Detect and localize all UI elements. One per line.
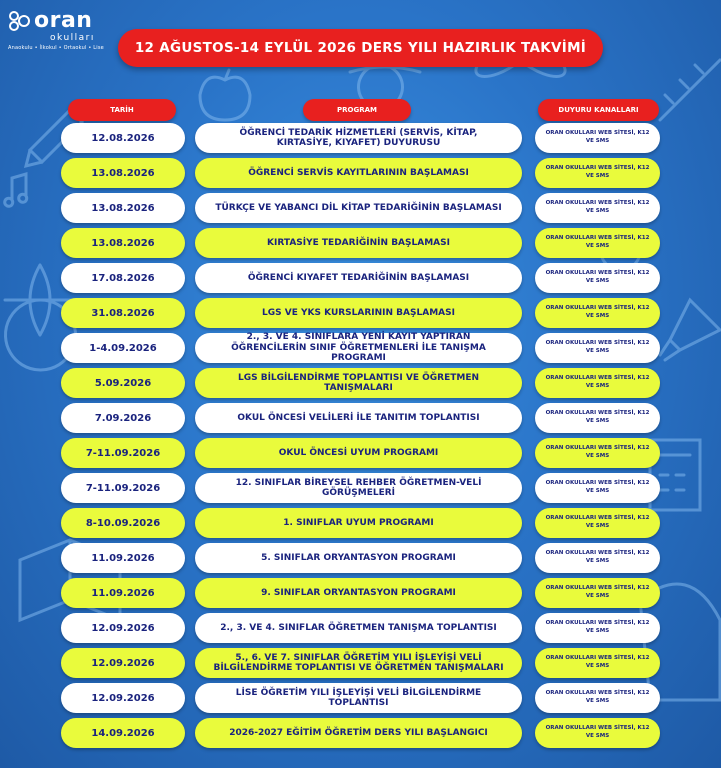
schedule-row bbox=[0, 718, 721, 748]
schedule-row bbox=[0, 228, 721, 258]
row-program: OKUL ÖNCESİ VELİLERİ İLE TANITIM TOPLANTISI bbox=[195, 403, 522, 433]
row-channels: ORAN OKULLARI WEB SİTESİ, K12 VE SMS bbox=[535, 333, 660, 363]
row-channels: ORAN OKULLARI WEB SİTESİ, K12 VE SMS bbox=[535, 543, 660, 573]
row-channels: ORAN OKULLARI WEB SİTESİ, K12 VE SMS bbox=[535, 683, 660, 713]
schedule-row bbox=[0, 123, 721, 153]
header-date: TARİH bbox=[68, 99, 176, 121]
schedule-row bbox=[0, 298, 721, 328]
row-channels: ORAN OKULLARI WEB SİTESİ, K12 VE SMS bbox=[535, 158, 660, 188]
schedule-row bbox=[0, 578, 721, 608]
oran-logo bbox=[8, 8, 118, 50]
row-program: 1. SINIFLAR UYUM PROGRAMI bbox=[195, 508, 522, 538]
row-date: 7-11.09.2026 bbox=[61, 473, 185, 503]
logo-subtitle: okulları bbox=[50, 33, 95, 43]
schedule-row bbox=[0, 333, 721, 363]
row-channels: ORAN OKULLARI WEB SİTESİ, K12 VE SMS bbox=[535, 228, 660, 258]
page-title: 12 AĞUSTOS-14 EYLÜL 2026 DERS YILI HAZIRLIK TAKVİMİ bbox=[118, 29, 603, 67]
row-program: 5., 6. VE 7. SINIFLAR ÖĞRETİM YILI İŞLEYİŞİ VELİ BİLGİLENDİRME TOPLANTISI VE ÖĞRETMEN TANIŞMALARI bbox=[195, 648, 522, 678]
row-channels: ORAN OKULLARI WEB SİTESİ, K12 VE SMS bbox=[535, 613, 660, 643]
logo-mark-icon bbox=[8, 10, 30, 32]
schedule-row bbox=[0, 158, 721, 188]
row-date: 12.09.2026 bbox=[61, 648, 185, 678]
row-program: OKUL ÖNCESİ UYUM PROGRAMI bbox=[195, 438, 522, 468]
row-channels: ORAN OKULLARI WEB SİTESİ, K12 VE SMS bbox=[535, 578, 660, 608]
row-channels: ORAN OKULLARI WEB SİTESİ, K12 VE SMS bbox=[535, 718, 660, 748]
apple-doodle bbox=[200, 70, 250, 120]
row-program: LİSE ÖĞRETİM YILI İŞLEYİŞİ VELİ BİLGİLENDİRME TOPLANTISI bbox=[195, 683, 522, 713]
header-channels: DUYURU KANALLARI bbox=[538, 99, 659, 121]
schedule-row bbox=[0, 438, 721, 468]
row-date: 5.09.2026 bbox=[61, 368, 185, 398]
row-channels: ORAN OKULLARI WEB SİTESİ, K12 VE SMS bbox=[535, 368, 660, 398]
row-date: 11.09.2026 bbox=[61, 543, 185, 573]
row-date: 17.08.2026 bbox=[61, 263, 185, 293]
row-channels: ORAN OKULLARI WEB SİTESİ, K12 VE SMS bbox=[535, 298, 660, 328]
row-channels: ORAN OKULLARI WEB SİTESİ, K12 VE SMS bbox=[535, 263, 660, 293]
row-date: 8-10.09.2026 bbox=[61, 508, 185, 538]
schedule-row bbox=[0, 648, 721, 678]
row-date: 11.09.2026 bbox=[61, 578, 185, 608]
schedule-row bbox=[0, 613, 721, 643]
row-channels: ORAN OKULLARI WEB SİTESİ, K12 VE SMS bbox=[535, 193, 660, 223]
ruler-doodle bbox=[660, 60, 720, 120]
row-date: 7.09.2026 bbox=[61, 403, 185, 433]
row-channels: ORAN OKULLARI WEB SİTESİ, K12 VE SMS bbox=[535, 648, 660, 678]
row-date: 31.08.2026 bbox=[61, 298, 185, 328]
row-channels: ORAN OKULLARI WEB SİTESİ, K12 VE SMS bbox=[535, 403, 660, 433]
row-date: 12.08.2026 bbox=[61, 123, 185, 153]
row-channels: ORAN OKULLARI WEB SİTESİ, K12 VE SMS bbox=[535, 473, 660, 503]
schedule-row bbox=[0, 368, 721, 398]
row-program: LGS BİLGİLENDİRME TOPLANTISI VE ÖĞRETMEN TANIŞMALARI bbox=[195, 368, 522, 398]
logo-brand: oran bbox=[34, 8, 93, 33]
row-program: LGS VE YKS KURSLARININ BAŞLAMASI bbox=[195, 298, 522, 328]
row-program: 12. SINIFLAR BİREYSEL REHBER ÖĞRETMEN-VELİ GÖRÜŞMELERİ bbox=[195, 473, 522, 503]
schedule-row bbox=[0, 193, 721, 223]
row-date: 12.09.2026 bbox=[61, 613, 185, 643]
schedule-row bbox=[0, 683, 721, 713]
row-program: 2., 3. VE 4. SINIFLAR ÖĞRETMEN TANIŞMA TOPLANTISI bbox=[195, 613, 522, 643]
row-date: 13.08.2026 bbox=[61, 193, 185, 223]
row-date: 13.08.2026 bbox=[61, 158, 185, 188]
row-program: TÜRKÇE VE YABANCI DİL KİTAP TEDARİĞİNİN BAŞLAMASI bbox=[195, 193, 522, 223]
row-channels: ORAN OKULLARI WEB SİTESİ, K12 VE SMS bbox=[535, 123, 660, 153]
row-program: ÖĞRENCİ TEDARİK HİZMETLERİ (SERVİS, KİTAP, KIRTASİYE, KIYAFET) DUYURUSU bbox=[195, 123, 522, 153]
row-program: 2026-2027 EĞİTİM ÖĞRETİM DERS YILI BAŞLANGICI bbox=[195, 718, 522, 748]
row-program: KIRTASİYE TEDARİĞİNİN BAŞLAMASI bbox=[195, 228, 522, 258]
header-program: PROGRAM bbox=[303, 99, 411, 121]
schedule-row bbox=[0, 403, 721, 433]
row-channels: ORAN OKULLARI WEB SİTESİ, K12 VE SMS bbox=[535, 508, 660, 538]
row-program: 5. SINIFLAR ORYANTASYON PROGRAMI bbox=[195, 543, 522, 573]
row-date: 1-4.09.2026 bbox=[61, 333, 185, 363]
row-date: 13.08.2026 bbox=[61, 228, 185, 258]
row-date: 14.09.2026 bbox=[61, 718, 185, 748]
schedule-row bbox=[0, 508, 721, 538]
schedule-row bbox=[0, 543, 721, 573]
row-program: 9. SINIFLAR ORYANTASYON PROGRAMI bbox=[195, 578, 522, 608]
row-program: ÖĞRENCİ SERVİS KAYITLARININ BAŞLAMASI bbox=[195, 158, 522, 188]
row-program: 2., 3. VE 4. SINIFLARA YENİ KAYIT YAPTIRAN ÖĞRENCİLERİN SINIF ÖĞRETMENLERİ İLE TANIŞMA PROGRAMI bbox=[195, 333, 522, 363]
row-date: 12.09.2026 bbox=[61, 683, 185, 713]
row-channels: ORAN OKULLARI WEB SİTESİ, K12 VE SMS bbox=[535, 438, 660, 468]
row-program: ÖĞRENCİ KIYAFET TEDARİĞİNİN BAŞLAMASI bbox=[195, 263, 522, 293]
schedule-row bbox=[0, 473, 721, 503]
schedule-row bbox=[0, 263, 721, 293]
logo-tagline: Anaokulu • İlkokul • Ortaokul • Lise bbox=[8, 45, 104, 51]
row-date: 7-11.09.2026 bbox=[61, 438, 185, 468]
